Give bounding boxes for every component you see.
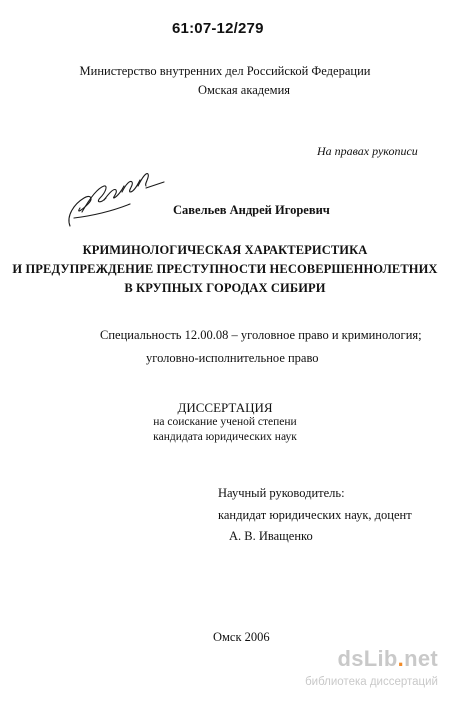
watermark-subtitle: библиотека диссертаций [305, 676, 438, 688]
title-line-3: В КРУПНЫХ ГОРОДАХ СИБИРИ [124, 281, 326, 295]
supervisor-name: А. В. Иващенко [229, 529, 313, 543]
watermark-logo [338, 646, 439, 672]
work-type: ДИССЕРТАЦИЯ [177, 400, 273, 415]
academy-name: Омская академия [198, 83, 291, 97]
watermark-logo-main: dsLib [337, 646, 398, 671]
manuscript-note: На правах рукописи [317, 144, 418, 158]
title-line-1: КРИМИНОЛОГИЧЕСКАЯ ХАРАКТЕРИСТИКА [82, 243, 368, 257]
watermark-logo-dot: . [397, 646, 405, 671]
author-name: Савельев Андрей Игоревич [173, 203, 330, 217]
title-line-2: И ПРЕДУПРЕЖДЕНИЕ ПРЕСТУПНОСТИ НЕСОВЕРШЕННОЛЕТНИХ [12, 262, 438, 276]
archive-code: 61:07-12/279 [172, 20, 264, 37]
watermark-logo-tld: net [404, 646, 438, 671]
specialty-line-1: Специальность 12.00.08 – уголовное право и криминология; [100, 328, 422, 342]
city-year: Омск 2006 [213, 630, 270, 644]
specialty-line-2: уголовно-исполнительное право [146, 351, 319, 365]
supervisor-degree: кандидат юридических наук, доцент [218, 508, 412, 522]
degree-line-1: на соискание ученой степени [153, 416, 297, 428]
handwritten-signature-icon [60, 168, 170, 230]
degree-line-2: кандидата юридических наук [153, 431, 297, 443]
supervisor-label: Научный руководитель: [218, 486, 345, 500]
ministry-name: Министерство внутренних дел Российской Федерации [79, 64, 371, 78]
watermark [272, 646, 442, 696]
